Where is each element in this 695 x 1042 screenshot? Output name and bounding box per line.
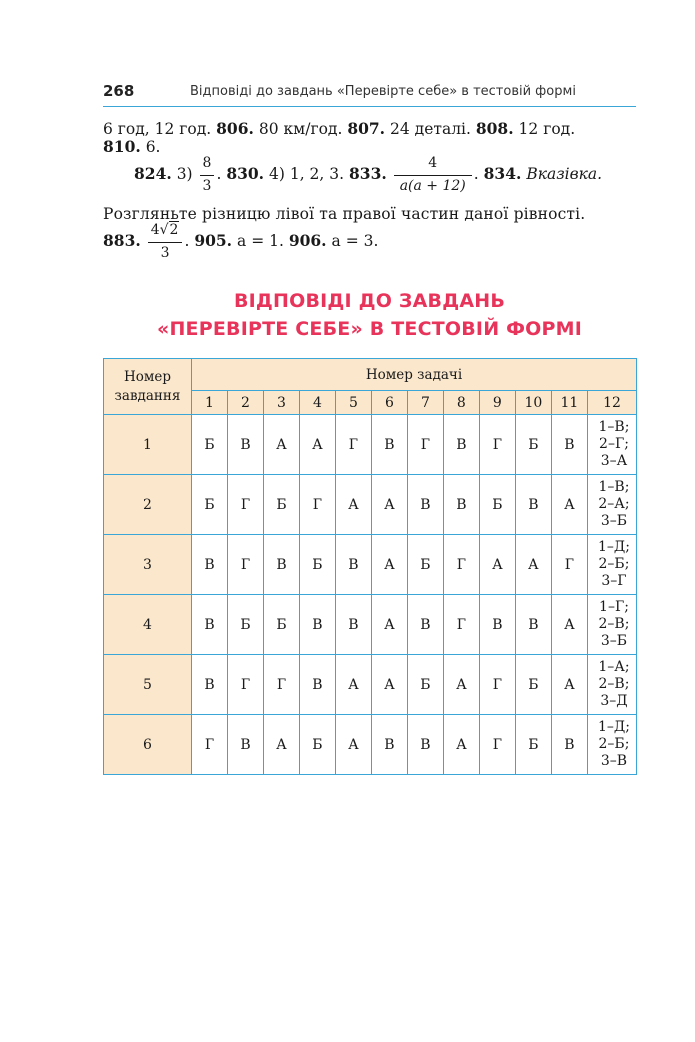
matching-pair: 2–В; bbox=[598, 676, 630, 693]
answer-cell: В bbox=[407, 715, 443, 775]
table-row bbox=[104, 415, 637, 475]
column-header-3: 3 bbox=[263, 391, 299, 415]
header-task-number: Номер завдання bbox=[104, 359, 192, 415]
answer-cell: А bbox=[299, 415, 335, 475]
column-header-5: 5 bbox=[335, 391, 371, 415]
answer-cell: А bbox=[335, 715, 371, 775]
row-label: 3 bbox=[104, 535, 192, 595]
column-header-4: 4 bbox=[299, 391, 335, 415]
answer-cell: Г bbox=[227, 535, 263, 595]
answers-line-4: Розгляньте різницю лівої та правої частин даної рівності. bbox=[103, 205, 586, 223]
table-row bbox=[104, 715, 637, 775]
matching-pair: 1–А; bbox=[598, 659, 630, 676]
answers-line-1: 6 год, 12 год. 806. 80 км/год. 807. 24 деталі. 808. 12 год. bbox=[103, 119, 576, 138]
answer-cell: Б bbox=[479, 475, 515, 535]
answer-cell: Г bbox=[407, 415, 443, 475]
answer-cell: Г bbox=[192, 715, 228, 775]
fraction-8-3: $\frac{8}{3}$ bbox=[200, 155, 215, 195]
page-number: 268 bbox=[103, 82, 135, 100]
answers-line-3: 824. 3) $\frac{8}{3}$ . 830. 4) 1, 2, 3. 833. $\frac{4}{a(a + 12)}$ . 834. Вказівка. bbox=[134, 155, 603, 194]
matching-pair: 3–Б bbox=[600, 512, 628, 529]
matching-pair: 2–В; bbox=[598, 616, 630, 633]
row-label: 2 bbox=[104, 475, 192, 535]
answer-cell-matching bbox=[587, 715, 636, 775]
matching-pair: 1–Г; bbox=[599, 599, 629, 616]
running-title: Відповіді до завдань «Перевірте себе» в тестовій формі bbox=[190, 84, 576, 99]
answer-cell: А bbox=[371, 475, 407, 535]
answer-cell: Г bbox=[299, 475, 335, 535]
answer-cell: Г bbox=[479, 655, 515, 715]
matching-pair: 1–Д; bbox=[597, 719, 630, 736]
answer-cell: В bbox=[407, 595, 443, 655]
answer-cell: Б bbox=[407, 655, 443, 715]
answer-cell: А bbox=[443, 655, 479, 715]
matching-pair: 1–Д; bbox=[597, 539, 630, 556]
answer-cell: В bbox=[407, 475, 443, 535]
answer-cell: В bbox=[192, 655, 228, 715]
answer-cell: Г bbox=[263, 655, 299, 715]
answer-cell: В bbox=[263, 535, 299, 595]
answer-cell: Б bbox=[299, 535, 335, 595]
answer-cell: А bbox=[551, 655, 587, 715]
answer-cell: А bbox=[371, 595, 407, 655]
answer-cell: В bbox=[515, 595, 551, 655]
answer-cell: Г bbox=[227, 655, 263, 715]
matching-pair: 1–В; bbox=[598, 479, 630, 496]
section-title-line-2: «ПЕРЕВІРТЕ СЕБЕ» В ТЕСТОВІЙ ФОРМІ bbox=[156, 318, 583, 340]
answer-cell: А bbox=[371, 535, 407, 595]
matching-pair: 3–А bbox=[600, 452, 628, 469]
answer-cell-matching bbox=[587, 655, 636, 715]
answer-cell: Б bbox=[299, 715, 335, 775]
answer-cell: А bbox=[479, 535, 515, 595]
answer-cell: В bbox=[443, 475, 479, 535]
column-header-11: 11 bbox=[551, 391, 587, 415]
table-body bbox=[104, 415, 637, 775]
answer-cell: Б bbox=[515, 655, 551, 715]
answer-cell-matching bbox=[587, 595, 636, 655]
matching-pair: 3–Д bbox=[600, 692, 628, 709]
answer-cell: А bbox=[443, 715, 479, 775]
answer-cell: Б bbox=[192, 415, 228, 475]
table-row bbox=[104, 475, 637, 535]
answer-cell: Б bbox=[407, 535, 443, 595]
row-label: 5 bbox=[104, 655, 192, 715]
answer-cell: Г bbox=[335, 415, 371, 475]
answer-cell: Б bbox=[515, 715, 551, 775]
answer-cell: А bbox=[335, 655, 371, 715]
table-row bbox=[104, 535, 637, 595]
answer-cell: В bbox=[371, 415, 407, 475]
answer-cell: В bbox=[371, 715, 407, 775]
column-header-9: 9 bbox=[479, 391, 515, 415]
matching-pair: 1–В; bbox=[598, 419, 630, 436]
matching-pair: 3–Г bbox=[601, 572, 627, 589]
table-row bbox=[104, 595, 637, 655]
page-header bbox=[103, 82, 636, 107]
matching-pair: 2–А; bbox=[598, 496, 630, 513]
answer-cell: А bbox=[515, 535, 551, 595]
answer-cell: Г bbox=[443, 595, 479, 655]
answer-cell: В bbox=[299, 595, 335, 655]
matching-pair: 3–Б bbox=[600, 632, 628, 649]
answer-cell: В bbox=[551, 415, 587, 475]
answer-cell: Г bbox=[227, 475, 263, 535]
answer-cell: В bbox=[192, 535, 228, 595]
column-header-8: 8 bbox=[443, 391, 479, 415]
matching-pair: 2–Г; bbox=[599, 436, 629, 453]
answers-line-5: 883. $\frac{4√2}{3}$ . 905. a = 1. 906. a = 3. bbox=[103, 222, 379, 261]
answer-cell-matching bbox=[587, 535, 636, 595]
answers-table bbox=[103, 358, 637, 775]
row-label: 6 bbox=[104, 715, 192, 775]
answer-cell: Б bbox=[515, 415, 551, 475]
answer-cell: Б bbox=[227, 595, 263, 655]
column-header-7: 7 bbox=[407, 391, 443, 415]
answer-cell: А bbox=[335, 475, 371, 535]
answer-cell: А bbox=[263, 715, 299, 775]
answer-cell: В bbox=[192, 595, 228, 655]
answer-cell: В bbox=[443, 415, 479, 475]
answer-cell: В bbox=[227, 715, 263, 775]
row-label: 1 bbox=[104, 415, 192, 475]
answer-cell: Б bbox=[263, 475, 299, 535]
column-header-10: 10 bbox=[515, 391, 551, 415]
column-header-12: 12 bbox=[587, 391, 636, 415]
column-header-1: 1 bbox=[192, 391, 228, 415]
answer-cell-matching bbox=[587, 415, 636, 475]
answer-cell: Б bbox=[192, 475, 228, 535]
section-title-line-1: ВІДПОВІДІ ДО ЗАВДАНЬ bbox=[233, 290, 506, 312]
answer-cell: Г bbox=[551, 535, 587, 595]
answer-cell: Г bbox=[443, 535, 479, 595]
answer-cell: Б bbox=[263, 595, 299, 655]
fraction-883: $\frac{4√2}{3}$ bbox=[148, 222, 183, 262]
answer-cell: В bbox=[551, 715, 587, 775]
answer-cell: В bbox=[227, 415, 263, 475]
table-row bbox=[104, 655, 637, 715]
answer-cell: В bbox=[299, 655, 335, 715]
answer-cell: А bbox=[551, 595, 587, 655]
matching-pair: 2–Б; bbox=[598, 736, 630, 753]
answer-cell-matching bbox=[587, 475, 636, 535]
row-label: 4 bbox=[104, 595, 192, 655]
fraction-833: $\frac{4}{a(a + 12)}$ bbox=[394, 155, 472, 195]
matching-pair: 3–В bbox=[600, 752, 628, 769]
answers-line-2: 810. 6. bbox=[103, 137, 161, 156]
answer-cell: В bbox=[515, 475, 551, 535]
column-header-6: 6 bbox=[371, 391, 407, 415]
answer-cell: А bbox=[551, 475, 587, 535]
answer-cell: А bbox=[371, 655, 407, 715]
column-header-2: 2 bbox=[227, 391, 263, 415]
answer-cell: А bbox=[263, 415, 299, 475]
answer-cell: В bbox=[335, 595, 371, 655]
answer-cell: В bbox=[335, 535, 371, 595]
answer-cell: Г bbox=[479, 415, 515, 475]
answer-cell: В bbox=[479, 595, 515, 655]
matching-pair: 2–Б; bbox=[598, 556, 630, 573]
header-problem-number: Номер задачі bbox=[192, 359, 637, 391]
answer-cell: Г bbox=[479, 715, 515, 775]
